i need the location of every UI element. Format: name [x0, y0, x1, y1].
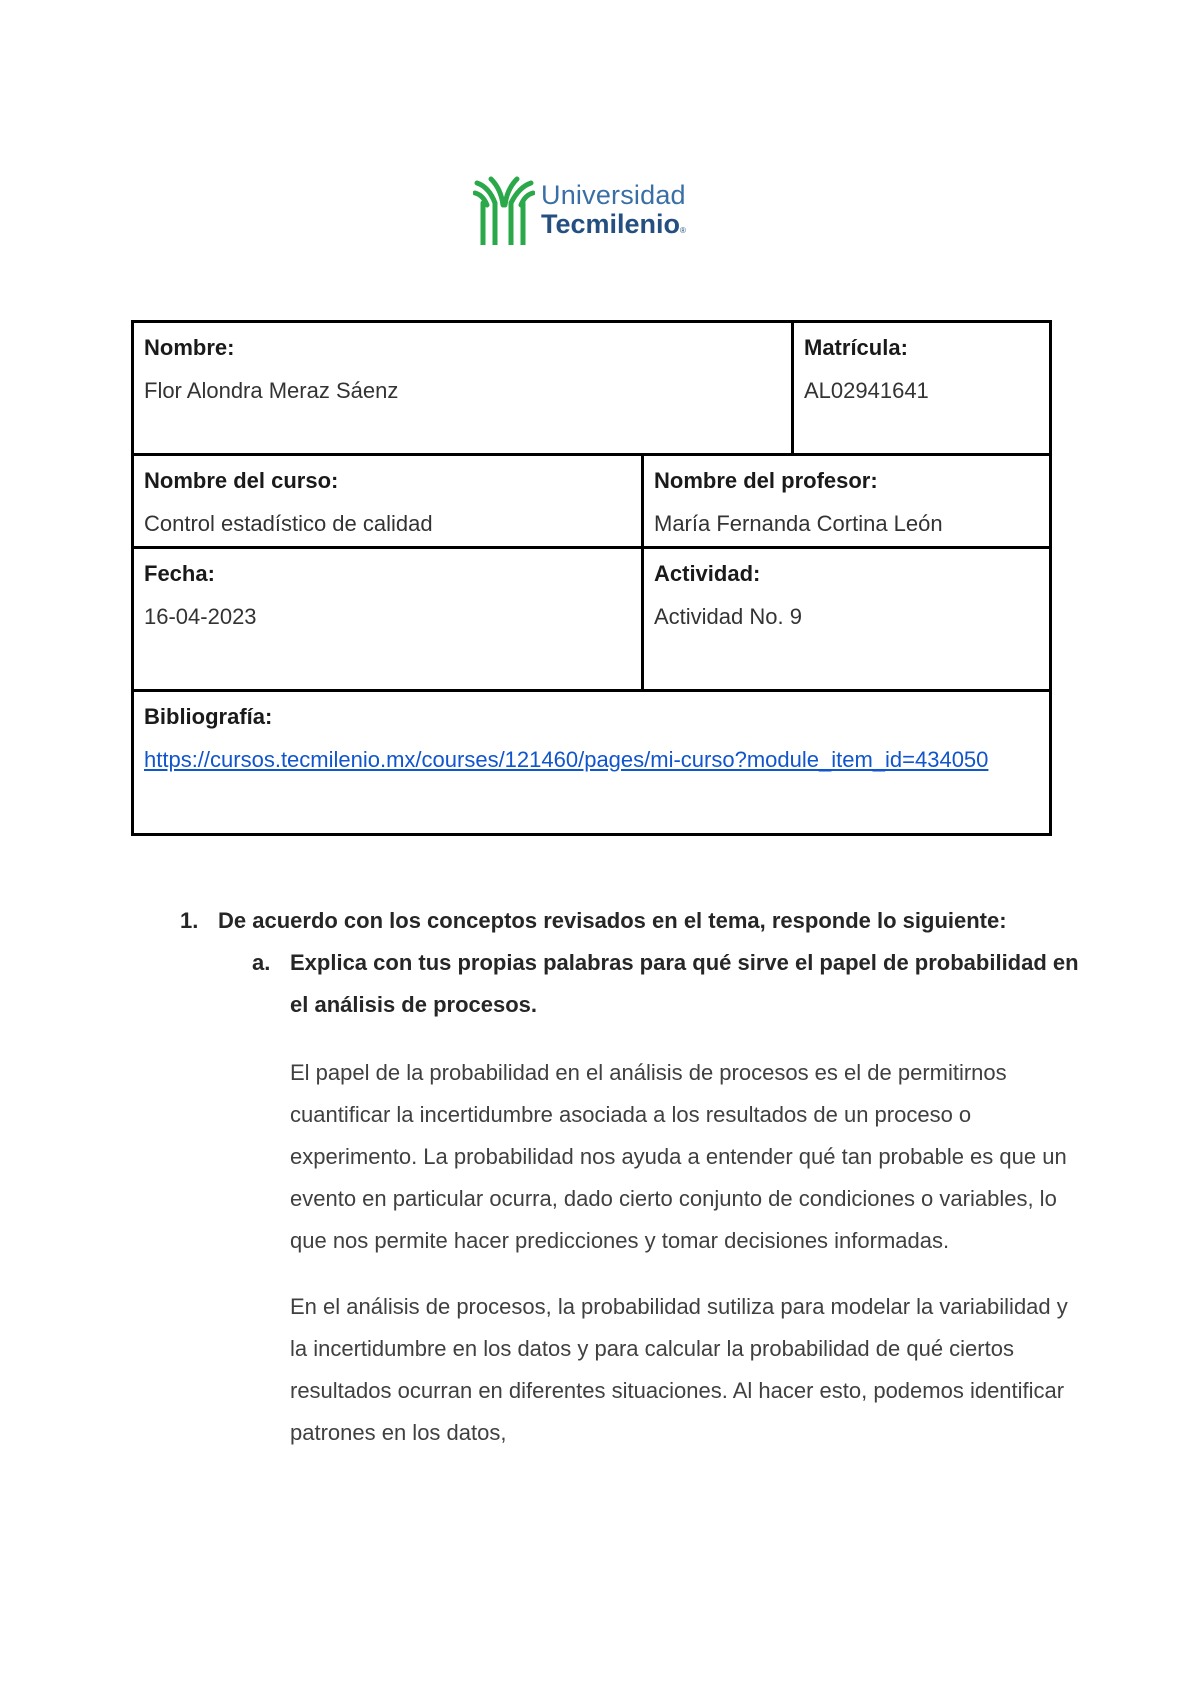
- bibliografia-label: Bibliografía:: [144, 704, 273, 729]
- logo-trademark: ®: [680, 226, 686, 235]
- logo-tecmilenio-text: Tecmilenio: [541, 209, 681, 239]
- fecha-value: 16-04-2023: [144, 604, 257, 629]
- matricula-value: AL02941641: [804, 378, 929, 403]
- matricula-label: Matrícula:: [804, 335, 908, 360]
- fecha-label: Fecha:: [144, 561, 215, 586]
- question-1-text: De acuerdo con los conceptos revisados en el tema, responde lo siguiente:: [218, 908, 1007, 933]
- logo-line-tecmilenio: [541, 211, 686, 238]
- tecmilenio-logo-icon: [473, 175, 535, 245]
- cell-fecha: [133, 548, 643, 691]
- cell-matricula: [793, 322, 1051, 455]
- answer-paragraph-1: El papel de la probabilidad en el análisis de procesos es el de permitirnos cuantificar la incertidumbre asociada a los resultados de un proceso o experimento. La probabilidad nos ayuda a entender qué tan probable es que un evento en particular ocurra, dado cierto conjunto de condiciones o variables, lo que nos permite hacer predicciones y tomar decisiones informadas.: [290, 1060, 1067, 1253]
- student-info-table: [131, 320, 1052, 836]
- row-curso: [133, 455, 1051, 548]
- row-nombre: [133, 322, 1051, 455]
- answer-block: [290, 1052, 1080, 1454]
- actividad-value: Actividad No. 9: [654, 604, 802, 629]
- profesor-value: María Fernanda Cortina León: [654, 511, 943, 536]
- curso-label: Nombre del curso:: [144, 468, 339, 493]
- nombre-value: Flor Alondra Meraz Sáenz: [144, 378, 399, 403]
- profesor-label: Nombre del profesor:: [654, 468, 878, 493]
- cell-curso: [133, 455, 643, 548]
- question-1a-letter: a.: [252, 950, 271, 975]
- cell-bibliografia: [133, 691, 1051, 835]
- bibliografia-link[interactable]: https://cursos.tecmilenio.mx/courses/121460/pages/mi-curso?module_item_id=434050: [144, 747, 989, 772]
- questions-section: [180, 900, 1080, 1454]
- university-logo: [473, 166, 729, 254]
- question-1a-text: Explica con tus propias palabras para qué sirve el papel de probabilidad en el análisis de procesos.: [290, 950, 1079, 1017]
- row-fecha: [133, 548, 1051, 691]
- actividad-label: Actividad:: [654, 561, 761, 586]
- nombre-label: Nombre:: [144, 335, 235, 360]
- curso-value: Control estadístico de calidad: [144, 511, 433, 536]
- row-bibliografia: [133, 691, 1051, 835]
- answer-paragraph-2: En el análisis de procesos, la probabilidad sutiliza para modelar la variabilidad y la incertidumbre en los datos y para calcular la probabilidad de qué ciertos resultados ocurran en diferentes situaciones. Al hacer esto, podemos identificar patrones en los datos,: [290, 1294, 1068, 1445]
- question-1-number: 1.: [180, 908, 199, 933]
- cell-actividad: [643, 548, 1051, 691]
- question-1: [180, 900, 1080, 942]
- cell-nombre: [133, 322, 793, 455]
- question-1a: [252, 942, 1080, 1026]
- logo-line-universidad: Universidad: [541, 180, 686, 210]
- cell-profesor: [643, 455, 1051, 548]
